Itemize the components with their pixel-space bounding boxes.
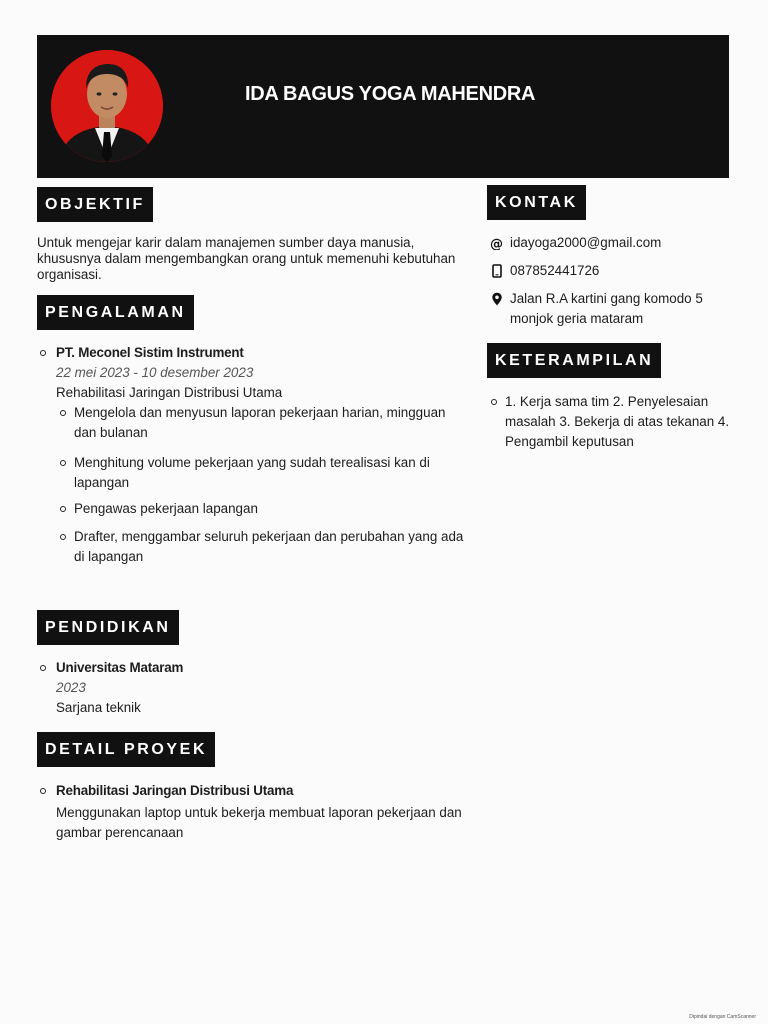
- bullet-icon: [40, 788, 46, 794]
- education-degree: Sarjana teknik: [56, 700, 141, 715]
- bullet-icon: [60, 506, 66, 512]
- resume-header: [37, 35, 729, 178]
- bullet-icon: [40, 350, 46, 356]
- bullet-icon: [40, 665, 46, 671]
- section-title-pengalaman: PENGALAMAN: [37, 295, 194, 330]
- contact-email[interactable]: idayoga2000@gmail.com: [510, 235, 662, 250]
- full-name: IDA BAGUS YOGA MAHENDRA: [245, 83, 536, 105]
- person-portrait-icon: [51, 50, 163, 162]
- section-title-objektif: OBJEKTIF: [37, 187, 153, 222]
- bullet-icon: [491, 399, 497, 405]
- education-year: 2023: [56, 680, 86, 695]
- section-title-pendidikan: PENDIDIKAN: [37, 610, 179, 645]
- experience-task: Mengelola dan menyusun laporan pekerjaan harian, mingguan dan bulanan: [74, 405, 446, 440]
- scanner-watermark: Dipindai dengan CamScanner: [689, 1014, 756, 1020]
- contact-phone: 087852441726: [510, 263, 600, 278]
- experience-period: 22 mei 2023 - 10 desember 2023: [56, 365, 254, 380]
- profile-photo: [51, 50, 163, 162]
- bullet-icon: [60, 460, 66, 466]
- objektif-text: Untuk mengejar karir dalam manajemen sumber daya manusia, khususnya dalam mengembangkan orang untuk memenuhi kebutuhan organisasi.: [37, 235, 456, 282]
- section-title-kontak: KONTAK: [487, 185, 586, 220]
- experience-task: Menghitung volume pekerjaan yang sudah terealisasi kan di lapangan: [74, 455, 430, 490]
- bullet-icon: [60, 534, 66, 540]
- experience-company: PT. Meconel Sistim Instrument: [56, 345, 244, 360]
- svg-text:@: @: [490, 237, 503, 250]
- project-description: Menggunakan laptop untuk bekerja membuat laporan pekerjaan dan gambar perencanaan: [56, 805, 462, 840]
- experience-task: Drafter, menggambar seluruh pekerjaan dan perubahan yang ada di lapangan: [74, 529, 464, 564]
- section-title-keterampilan: KETERAMPILAN: [487, 343, 661, 378]
- project-name: Rehabilitasi Jaringan Distribusi Utama: [56, 783, 294, 798]
- contact-address: Jalan R.A kartini gang komodo 5 monjok geria mataram: [510, 291, 703, 326]
- bullet-icon: [60, 410, 66, 416]
- phone-icon: [490, 264, 504, 278]
- at-sign-icon: [490, 236, 504, 250]
- section-title-detail-proyek: DETAIL PROYEK: [37, 732, 215, 767]
- experience-project: Rehabilitasi Jaringan Distribusi Utama: [56, 385, 283, 400]
- map-pin-icon: [490, 292, 504, 306]
- experience-task: Pengawas pekerjaan lapangan: [74, 501, 258, 516]
- skills-text: 1. Kerja sama tim 2. Penyelesaian masalah 3. Bekerja di atas tekanan 4. Pengambil keputusan: [505, 394, 730, 449]
- education-school: Universitas Mataram: [56, 660, 184, 675]
